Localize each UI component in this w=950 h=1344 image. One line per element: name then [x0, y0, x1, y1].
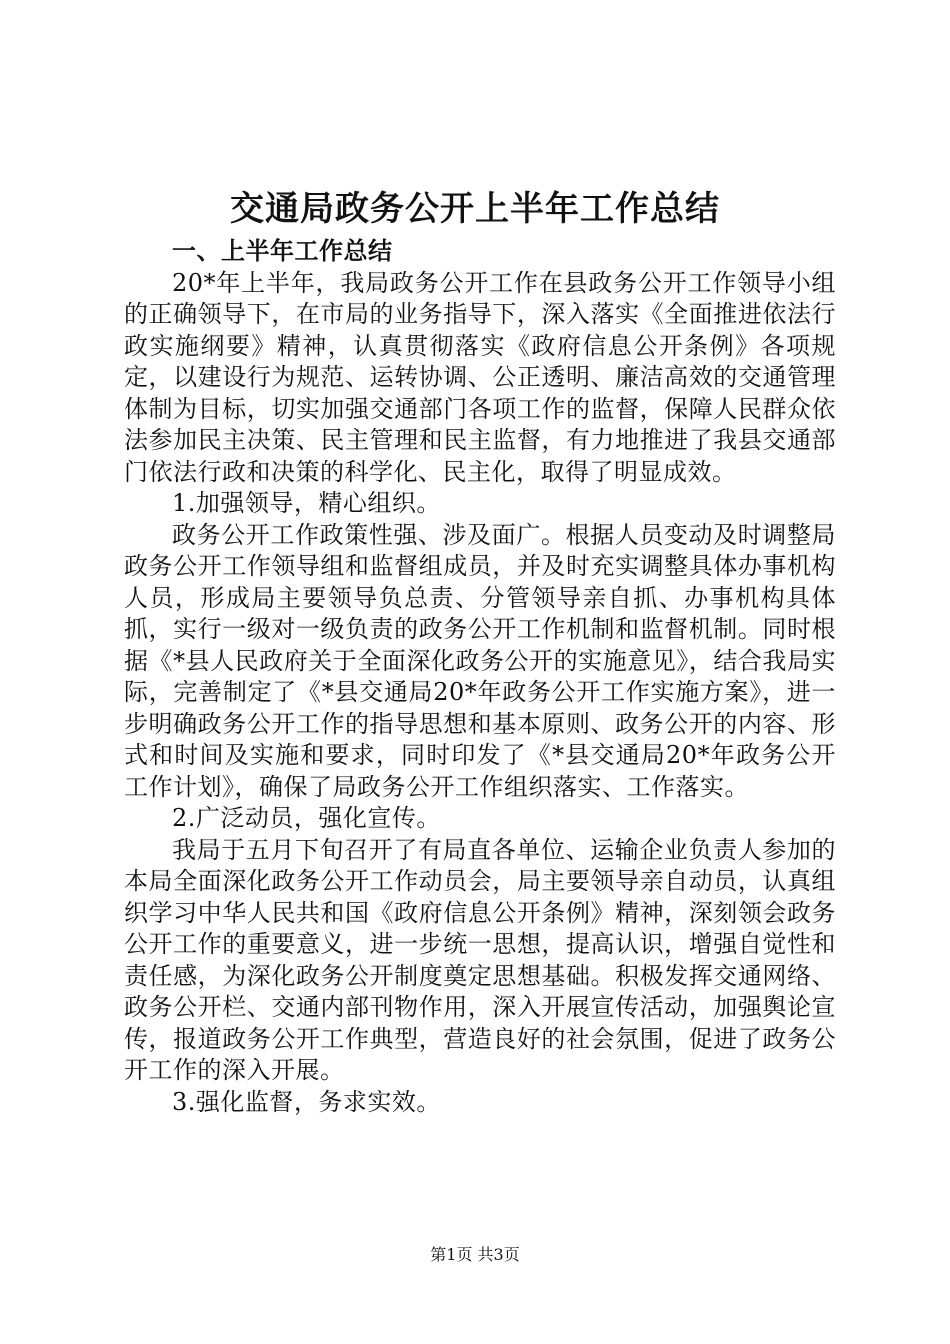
body-paragraph: 政务公开工作政策性强、涉及面广。根据人员变动及时调整局政务公开工作领导组和监督组成员，并及时充实调整具体办事机构人员，形成局主要领导负总责、分管领导亲自抓、办事机构具体抓，实行一级对一级负责的政务公开工作机制和监督机制。同时根据《*县人民政府关于全面深化政务公开的实施意见》，结合我局实际，完善制定了《*县交通局20*年政务公开工作实施方案》，进一步明确政务公开工作的指导思想和基本原则、政务公开的内容、形式和时间及实施和要求，同时印发了《*县交通局20*年政务公开工作计划》，确保了局政务公开工作组织落实、工作落实。	[124, 520, 836, 801]
body-paragraph: 我局于五月下旬召开了有局直各单位、运输企业负责人参加的本局全面深化政务公开工作动员会，局主要领导亲自动员，认真组织学习中华人民共和国《政府信息公开条例》精神，深刻领会政务公开工作的重要意义，进一步统一思想，提高认识，增强自觉性和责任感，为深化政务公开制度奠定思想基础。积极发挥交通网络、政务公开栏、交通内部刊物作用，深入开展宣传活动，加强舆论宣传，报道政务公开工作典型，营造良好的社会氛围，促进了政务公开工作的深入开展。	[124, 835, 836, 1084]
page-footer: 第1页 共3页	[430, 1245, 520, 1264]
subsection-heading: 2.广泛动员，强化宣传。	[172, 804, 441, 832]
subsection-heading: 1.加强领导，精心组织。	[172, 489, 441, 517]
subsection-heading: 3.强化监督，务求实效。	[172, 1087, 441, 1116]
document-title: 交通局政务公开上半年工作总结	[230, 189, 720, 229]
document-body	[124, 236, 836, 1118]
body-paragraph: 20*年上半年，我局政务公开工作在县政务公开工作领导小组的正确领导下，在市局的业务指导下，深入落实《全面推进依法行政实施纲要》精神，认真贯彻落实《政府信息公开条例》各项规定，以建设行为规范、运转协调、公正透明、廉洁高效的交通管理体制为目标，切实加强交通部门各项工作的监督，保障人民群众依法参加民主决策、民主管理和民主监督，有力地推进了我县交通部门依法行政和决策的科学化、民主化，取得了明显成效。	[124, 268, 836, 486]
section-heading: 一、上半年工作总结	[172, 237, 393, 265]
